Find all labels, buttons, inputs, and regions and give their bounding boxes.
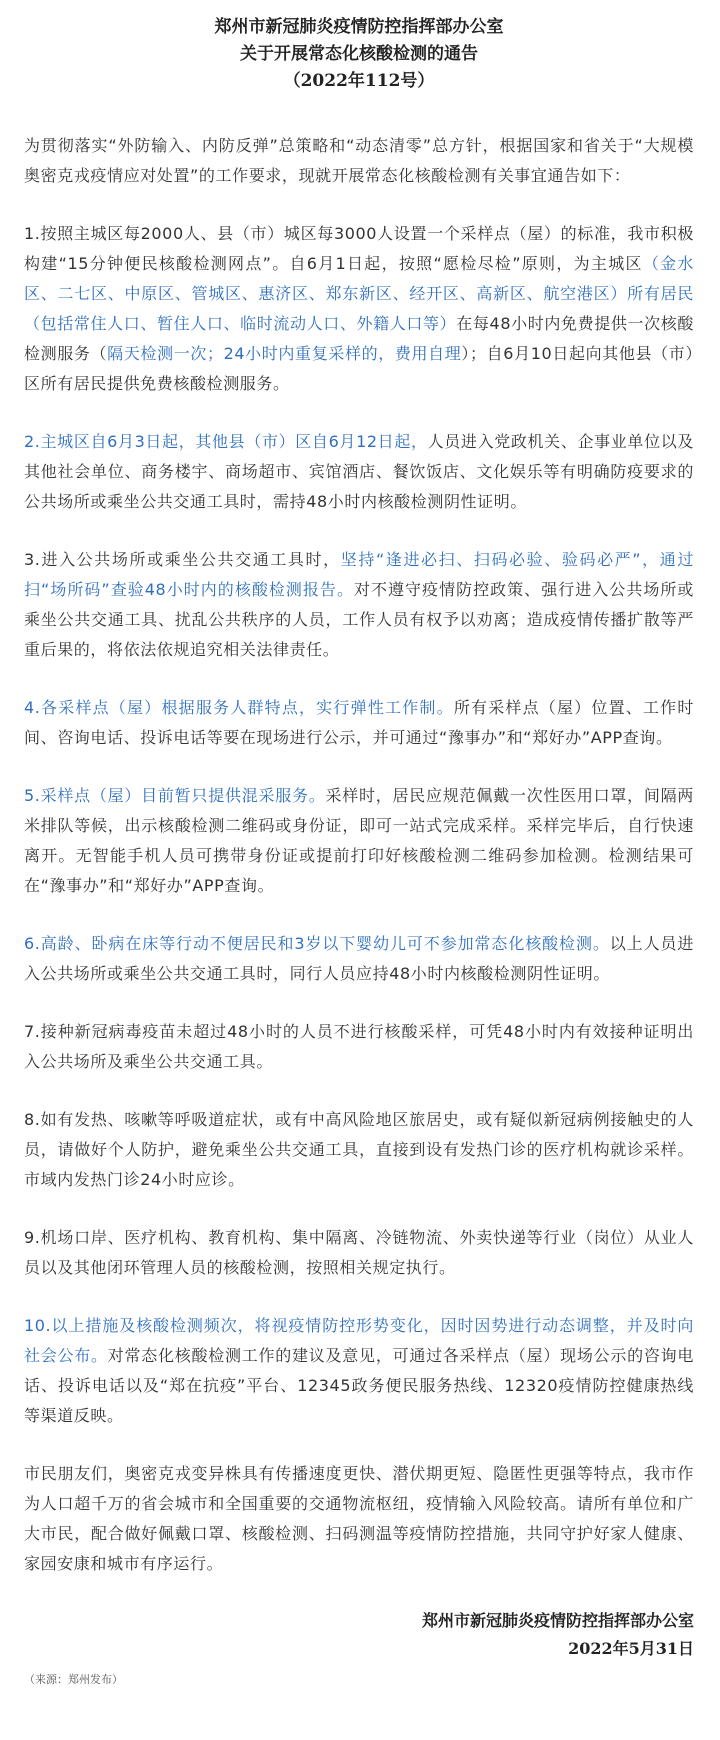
item-3-text-b: 对不遵守疫情防控政策、强行进入公共场所或乘坐公共交通工具、扰乱公共秩序的人员，工作人员有权予以劝离；造成疫情传播扩散等严重后果的，将依法依规追究相关法律责任。 bbox=[24, 580, 694, 659]
item-2-highlight: 2.主城区自6月3日起，其他县（市）区自6月12日起， bbox=[24, 432, 428, 451]
item-1-text-a: 1.按照主城区每2000人、县（市）城区每3000人设置一个采样点（屋）的标准，我市积极构建“15分钟便民核酸检测网点”。自6月1日起，按照“愿检尽检”原则，为主城区 bbox=[24, 224, 694, 273]
item-1 bbox=[24, 219, 694, 399]
item-4-highlight: 4.各采样点（屋）根据服务人群特点，实行弹性工作制。 bbox=[24, 698, 454, 717]
notice-title: 关于开展常态化核酸检测的通告 bbox=[240, 44, 478, 64]
item-3-highlight: 坚持“逢进必扫、扫码必验、验码必严”，通过扫“场所码”查验48小时内的核酸检测报告。 bbox=[24, 550, 694, 599]
item-5-highlight: 5.采样点（屋）目前暂只提供混采服务。 bbox=[24, 786, 326, 805]
source-note: （来源：郑州发布） bbox=[24, 1673, 123, 1686]
item-3-text-a: 3.进入公共场所或乘坐公共交通工具时， bbox=[24, 550, 341, 569]
item-7 bbox=[24, 1017, 694, 1077]
item-4-text: 所有采样点（屋）位置、工作时间、咨询电话、投诉电话等要在现场进行公示，并可通过“豫事办”和“郑好办”APP查询。 bbox=[24, 698, 694, 747]
item-5-text: 采样时，居民应规范佩戴一次性医用口罩，间隔两米排队等候，出示核酸检测二维码或身份证，即可一站式完成采样。采样完毕后，自行快速离开。无智能手机人员可携带身份证或提前打印好核酸检测二维码参加检测。检测结果可在“豫事办”和“郑好办”APP查询。 bbox=[24, 786, 694, 895]
signature-org: 郑州市新冠肺炎疫情防控指挥部办公室 bbox=[421, 1611, 694, 1630]
item-1-highlight-a: （金水区、二七区、中原区、管城区、惠济区、郑东新区、经开区、高新区、航空港区）所有居民（包括常住人口、暂住人口、临时流动人口、外籍人口等） bbox=[24, 254, 694, 333]
item-1-highlight-b: 隔天检测一次；24小时内重复采样的，费用自理 bbox=[107, 344, 462, 363]
item-6-text: 以上人员进入公共场所或乘坐公共交通工具时，同行人员应持48小时内核酸检测阴性证明。 bbox=[24, 934, 694, 983]
closing-paragraph: 市民朋友们，奥密克戎变异株具有传播速度更快、潜伏期更短、隐匿性更强等特点，我市作为人口超千万的省会城市和全国重要的交通物流枢纽，疫情输入风险较高。请所有单位和广大市民，配合做好佩戴口罩、核酸检测、扫码测温等疫情防控措施，共同守护好家人健康、家园安康和城市有序运行。 bbox=[24, 1464, 694, 1573]
signature-block bbox=[24, 1607, 694, 1663]
item-3 bbox=[24, 545, 694, 665]
item-7-text: 7.接种新冠病毒疫苗未超过48小时的人员不进行核酸采样，可凭48小时内有效接种证明出入公共场所及乘坐公共交通工具。 bbox=[24, 1022, 694, 1071]
item-2 bbox=[24, 427, 694, 517]
item-6 bbox=[24, 929, 694, 989]
item-1-text-b: 在每48小时内免费提供一次核酸检测服务（ bbox=[24, 314, 694, 363]
item-10-highlight: 10.以上措施及核酸检测频次，将视疫情防控形势变化，因时因势进行动态调整，并及时向社会公布。 bbox=[24, 1316, 694, 1365]
notice-header bbox=[24, 14, 694, 95]
intro-paragraph: 为贯彻落实“外防输入、内防反弹”总策略和“动态清零”总方针，根据国家和省关于“大规模奥密克戎疫情应对处置”的工作要求，现就开展常态化核酸检测有关事宜通告如下： bbox=[24, 136, 694, 185]
item-10 bbox=[24, 1311, 694, 1431]
item-5 bbox=[24, 781, 694, 901]
item-2-text: 人员进入党政机关、企事业单位以及其他社会单位、商务楼宇、商场超市、宾馆酒店、餐饮饭店、文化娱乐等有明确防疫要求的公共场所或乘坐公共交通工具时，需持48小时内核酸检测阴性证明。 bbox=[24, 432, 694, 511]
item-9 bbox=[24, 1223, 694, 1283]
item-6-highlight: 6.高龄、卧病在床等行动不便居民和3岁以下婴幼儿可不参加常态化核酸检测。 bbox=[24, 934, 610, 953]
item-8 bbox=[24, 1105, 694, 1195]
item-10-text: 对常态化核酸检测工作的建议及意见，可通过各采样点（屋）现场公示的咨询电话、投诉电话以及“郑在抗疫”平台、12345政务便民服务热线、12320疫情防控健康热线等渠道反映。 bbox=[24, 1346, 694, 1425]
item-9-text: 9.机场口岸、医疗机构、教育机构、集中隔离、冷链物流、外卖快递等行业（岗位）从业人员以及其他闭环管理人员的核酸检测，按照相关规定执行。 bbox=[24, 1228, 694, 1277]
issuing-org: 郑州市新冠肺炎疫情防控指挥部办公室 bbox=[214, 17, 504, 37]
item-1-text-c: ）；自6月10日起向其他县（市）区所有居民提供免费核酸检测服务。 bbox=[24, 344, 694, 393]
signature-date: 2022年5月31日 bbox=[568, 1639, 694, 1658]
item-8-text: 8.如有发热、咳嗽等呼吸道症状，或有中高风险地区旅居史，或有疑似新冠病例接触史的人员，请做好个人防护，避免乘坐公共交通工具，直接到设有发热门诊的医疗机构就诊采样。市域内发热门诊24小时应诊。 bbox=[24, 1110, 694, 1189]
document-number: （2022年112号） bbox=[283, 71, 435, 91]
item-4 bbox=[24, 693, 694, 753]
